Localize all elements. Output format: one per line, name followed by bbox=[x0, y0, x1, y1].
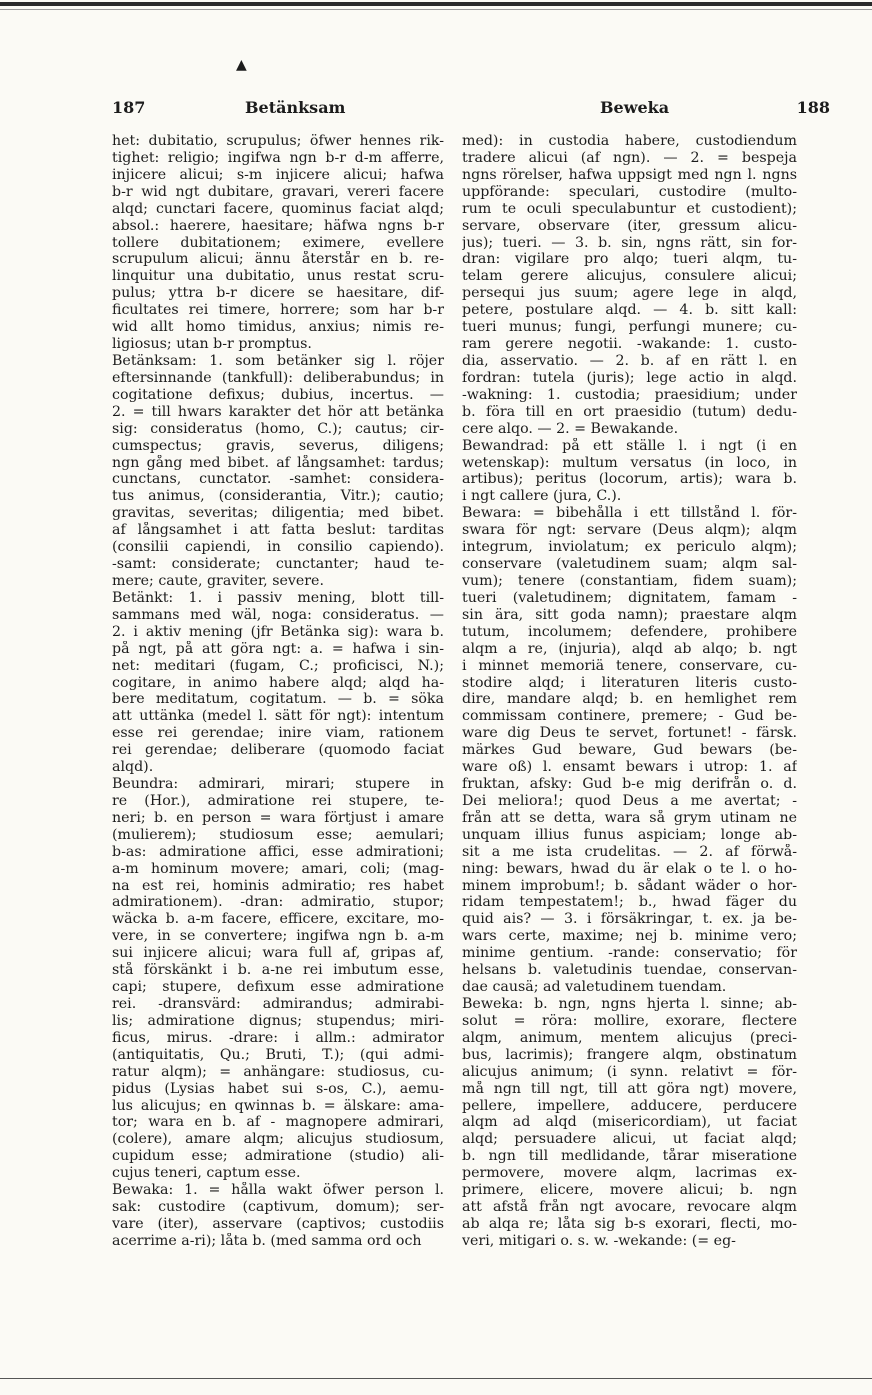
right-column-line: Dei meliora!; quod Deus a me avertat; - bbox=[462, 792, 797, 809]
left-column-line: na est rei, hominis admiratio; res habet bbox=[112, 877, 444, 894]
right-column-line: dae causä; ad valetudinem tuendam. bbox=[462, 979, 727, 996]
right-column-line: dia, asservatio. — 2. b. af en rätt l. en bbox=[462, 352, 797, 369]
right-column-line: cere alqo. — 2. = Bewakande. bbox=[462, 420, 679, 437]
right-column-line: primere, elicere, movere alicui; b. ngn bbox=[462, 1182, 797, 1199]
right-column-line: tueri munus; fungi, perfungi munere; cu- bbox=[462, 319, 797, 336]
left-column-line: sui injicere alicui; wara full af, gripas af, bbox=[112, 945, 444, 962]
left-column-line: neri; b. en person = wara förtjust i amare bbox=[112, 809, 444, 826]
bottom-border bbox=[0, 1378, 872, 1379]
right-column-line: persequi jus suum; agere lege in alqd, bbox=[462, 285, 797, 302]
left-column-line: cujus teneri, captum esse. bbox=[112, 1165, 301, 1182]
right-column-line: må ngn till ngt, till att göra ngt) movere, bbox=[462, 1080, 797, 1097]
left-column-line: 2. i aktiv mening (jfr Betänka sig): wara b. bbox=[112, 623, 444, 640]
right-column-line: commissam continere, premere; - Gud be- bbox=[462, 708, 797, 725]
right-column-line: minem improbum!; b. sådant wäder o hor- bbox=[462, 877, 797, 894]
left-column-line: ligiosus; utan b-r promptus. bbox=[112, 336, 312, 353]
left-column-line: cunctans, cunctator. -samhet: considera- bbox=[112, 471, 444, 488]
right-column-line: ram gerere negotii. -wakande: 1. custo- bbox=[462, 336, 797, 353]
left-column-line: (antiquitatis, Qu.; Bruti, T.); (qui admi- bbox=[112, 1046, 444, 1063]
right-column-line: med): in custodia habere, custodiendum bbox=[462, 133, 797, 149]
left-column-line: esse rei gerendae; inire viam, rationem bbox=[112, 725, 444, 742]
right-column-line: unquam illius funus aspiciam; longe ab- bbox=[462, 826, 797, 843]
left-column-line: injicere alicui; s-m injicere alicui; hafwa bbox=[112, 166, 444, 183]
left-column-line: cogitare, in animo habere alqd; alqd ha- bbox=[112, 674, 444, 691]
left-column-line: Betänksam: 1. som betänker sig l. röjer bbox=[112, 352, 444, 369]
left-column-line: -samt: considerate; cunctanter; haud te- bbox=[112, 556, 444, 573]
right-column-line: helsans b. valetudinis tuendae, conservan- bbox=[462, 962, 797, 979]
headword-right: Beweka bbox=[600, 98, 670, 117]
left-column-line: mere; caute, graviter, severe. bbox=[112, 572, 324, 589]
right-column-line: alqd; persuadere alicui, ut faciat alqd; bbox=[462, 1131, 797, 1148]
right-column-line: conservare (valetudinem suam; alqm sal- bbox=[462, 556, 797, 573]
left-column-line: ficus, mirus. -drare: i allm.: admirator bbox=[112, 1029, 444, 1046]
right-column-line: ware oß) l. ensamt bewars i utrop: 1. af bbox=[462, 759, 797, 776]
right-column-line: b. ngn till medlidande, tårar miseratione bbox=[462, 1148, 797, 1165]
right-column-line: uppförande: speculari, custodire (multo- bbox=[462, 183, 797, 200]
right-column-line: dire, mandare alqd; b. en hemlighet rem bbox=[462, 691, 797, 708]
left-column-line: 2. = till hwars karakter det hör att betänka bbox=[112, 403, 444, 420]
left-column-line: stå förskänkt i b. a-ne rei imbutum esse, bbox=[112, 962, 444, 979]
left-column-line: (colere), amare alqm; alicujus studiosum, bbox=[112, 1131, 444, 1148]
right-column-line: swara för ngt: servare (Deus alqm); alqm bbox=[462, 522, 797, 539]
right-column-line: alqm ad alqd (misericordiam), ut faciat bbox=[462, 1114, 797, 1131]
running-header bbox=[112, 98, 830, 122]
right-column-line: veri, mitigari o. s. w. -wekande: (= eg- bbox=[462, 1232, 736, 1249]
right-column-line: ngns rörelser, hafwa uppsigt med ngn l. ngns bbox=[462, 166, 797, 183]
printer-mark: ▲ bbox=[236, 57, 247, 73]
left-column-line: b-as: admiratione affici, esse admirationi; bbox=[112, 843, 444, 860]
right-column-line: b. föra till en ort praesidio (tutum) dedu- bbox=[462, 403, 797, 420]
left-column-line: lis; admiratione dignus; stupendus; miri- bbox=[112, 1012, 444, 1029]
right-column-line: petere, postulare alqd. — 4. b. sitt kall: bbox=[462, 302, 797, 319]
left-column-line: tighet: religio; ingifwa ngn b-r d-m afferre, bbox=[112, 149, 444, 166]
left-column-line: lus alicujus; en qwinnas b. = älskare: ama- bbox=[112, 1097, 444, 1114]
left-column-line: eftersinnande (tankfull): deliberabundus; in bbox=[112, 369, 444, 386]
left-column-line: wid allt homo timidus, anxius; nimis re- bbox=[112, 319, 444, 336]
page-number-left: 187 bbox=[112, 98, 146, 117]
right-column-line: wars certe, maxime; nej b. minime vero; bbox=[462, 928, 797, 945]
left-column-line: pulus; yttra b-r dicere se haesitare, dif- bbox=[112, 285, 444, 302]
left-column-line: tor; wara en b. af - magnopere admirari, bbox=[112, 1114, 444, 1131]
left-column-line: på ngt, på att göra ngt: a. = hafwa i sin- bbox=[112, 640, 444, 657]
right-column-line: fruktan, afsky: Gud b-e mig derifrån o. d. bbox=[462, 776, 797, 793]
right-column-line: -wakning: 1. custodia; praesidium; under bbox=[462, 386, 797, 403]
right-column-line: ab alqa re; låta sig b-s exorari, flecti, mo- bbox=[462, 1216, 797, 1232]
left-column-line: wäcka b. a-m facere, efficere, excitare, mo- bbox=[112, 911, 444, 928]
left-column-line: capi; stupere, defixum esse admiratione bbox=[112, 979, 444, 996]
right-column-line: i ngt callere (jura, C.). bbox=[462, 488, 622, 505]
right-column-line: rum te oculi speculabuntur et custodient); bbox=[462, 200, 797, 217]
left-column-line: alqd). bbox=[112, 759, 154, 776]
right-column-line: från att se detta, wara så grym utinam ne bbox=[462, 809, 797, 826]
left-column-line: Beundra: admirari, mirari; stupere in bbox=[112, 776, 444, 793]
left-column-line: het: dubitatio, scrupulus; öfwer hennes rik- bbox=[112, 133, 444, 149]
right-column-line: alqm, animum, mentem alicujus (preci- bbox=[462, 1029, 797, 1046]
right-column-line: tueri (valetudinem; dignitatem, famam - bbox=[462, 589, 797, 606]
left-column-line: rei gerendae; deliberare (quomodo faciat bbox=[112, 742, 444, 759]
right-column-line: Bewara: = bibehålla i ett tillstånd l. för- bbox=[462, 505, 797, 522]
right-column-line: pellere, impellere, adducere, perducere bbox=[462, 1097, 797, 1114]
left-column-line: vare (iter), asservare (captivos; custodiis bbox=[112, 1216, 444, 1232]
page-number-right: 188 bbox=[796, 98, 830, 117]
left-column-line: pidus (Lysias habet sui s-os, C.), aemu- bbox=[112, 1080, 444, 1097]
left-column-line: Bewaka: 1. = hålla wakt öfwer person l. bbox=[112, 1182, 444, 1199]
right-column-line: stodire alqd; i literaturen literis custo- bbox=[462, 674, 797, 691]
right-column-line: bus, lacrimis); frangere alqm, obstinatum bbox=[462, 1046, 797, 1063]
right-column-line: wetenskap): multum versatus (in loco, in bbox=[462, 454, 797, 471]
left-column-line: acerrime a-ri); låta b. (med samma ord och bbox=[112, 1232, 422, 1249]
left-column-line: att uttänka (medel l. sätt för ngt): intentum bbox=[112, 708, 444, 725]
left-column-line: b-r wid ngt dubitare, gravari, vereri facere bbox=[112, 183, 444, 200]
left-column-line: alqd; cunctari facere, quominus faciat alqd; bbox=[112, 200, 444, 217]
right-column-line: artibus); peritus (locorum, artis); wara b. bbox=[462, 471, 797, 488]
right-column-line: solut = röra: mollire, exorare, flectere bbox=[462, 1012, 797, 1029]
right-column-line: tradere alicui (af ngn). — 2. = bespeja bbox=[462, 149, 797, 166]
left-column bbox=[112, 133, 444, 1250]
right-column-line: sit a me ista crudelitas. — 2. af förwå- bbox=[462, 843, 797, 860]
left-column-line: gravitas, severitas; diligentia; med bibet. bbox=[112, 505, 444, 522]
left-column-line: sak: custodire (captivum, domum); ser- bbox=[112, 1199, 444, 1216]
right-column-line: telam gerere alicujus, consulere alicui; bbox=[462, 268, 797, 285]
right-column-line: ware dig Deus te servet, fortunet! - färsk. bbox=[462, 725, 797, 742]
right-column-line: servare, observare (iter, gressum alicu- bbox=[462, 217, 797, 234]
right-column-line: ridam tempestatem!; b., hwad fäger du bbox=[462, 894, 797, 911]
left-column-line: scrupulum alicui; ännu återstår en b. re- bbox=[112, 251, 444, 268]
left-column-line: bere meditatum, cogitatum. — b. = söka bbox=[112, 691, 444, 708]
left-column-line: vere, in se convertere; ingifwa ngn b. a-m bbox=[112, 928, 444, 945]
right-column-line: dran: vigilare pro alqo; tueri alqm, tu- bbox=[462, 251, 797, 268]
left-column-line: cupidum esse; admiratione (studio) ali- bbox=[112, 1148, 444, 1165]
right-column-line: ning: bewars, hwad du är elak o te l. o ho- bbox=[462, 860, 797, 877]
right-column-line: sin ära, sitt goda namn); praestare alqm bbox=[462, 606, 797, 623]
right-column-line: fordran: tutela (juris); lege actio in alqd. bbox=[462, 369, 797, 386]
left-column-line: af långsamhet i att fatta beslut: tarditas bbox=[112, 522, 444, 539]
left-column-line: sammans med wäl, noga: consideratus. — bbox=[112, 606, 444, 623]
left-column-line: a-m hominum movere; amari, coli; (mag- bbox=[112, 860, 444, 877]
left-column-line: linquitur una dubitatio, unus restat scru- bbox=[112, 268, 444, 285]
left-column-line: tus animus, (considerantia, Vitr.); cautio; bbox=[112, 488, 444, 505]
right-column-line: permovere, movere alqm, lacrimas ex- bbox=[462, 1165, 797, 1182]
left-column-line: tollere dubitationem; eximere, evellere bbox=[112, 234, 444, 251]
top-border-thin bbox=[0, 9, 872, 10]
left-column-line: net: meditari (fugam, C.; proficisci, N.); bbox=[112, 657, 444, 674]
right-column-line: Beweka: b. ngn, ngns hjerta l. sinne; ab- bbox=[462, 996, 797, 1013]
left-column-line: ratur alqm); = anhängare: studiosus, cu- bbox=[112, 1063, 444, 1080]
left-column-line: sig: consideratus (homo, C.); cautus; cir- bbox=[112, 420, 444, 437]
right-column-line: jus); tueri. — 3. b. sin, ngns rätt, sin for- bbox=[462, 234, 797, 251]
left-column-line: cogitatione defixus; dubius, incertus. — bbox=[112, 386, 444, 403]
right-column-line: alicujus animum; (i synn. relativt = för- bbox=[462, 1063, 797, 1080]
right-column-line: Bewandrad: på ett ställe l. i ngt (i en bbox=[462, 437, 797, 454]
right-column-line: tutum, incolumem; defendere, prohibere bbox=[462, 623, 797, 640]
left-column-line: re (Hor.), admiratione rei stupere, te- bbox=[112, 792, 444, 809]
right-column-line: quid ais? — 3. i försäkringar, t. ex. ja be- bbox=[462, 911, 797, 928]
right-column-line: märkes Gud beware, Gud bewars (be- bbox=[462, 742, 797, 759]
left-column-line: absol.: haerere, haesitare; häfwa ngns b-r bbox=[112, 217, 444, 234]
right-column-line: alqm a re, (injuria), alqd ab alqo; b. ngt bbox=[462, 640, 797, 657]
top-border bbox=[0, 2, 872, 6]
right-column-line: integrum, inviolatum; ex periculo alqm); bbox=[462, 539, 797, 556]
left-column-line: (consilii capiendi, in consilio capiendo). bbox=[112, 539, 444, 556]
left-column-line: ngn gång med bibet. af långsamhet: tardus; bbox=[112, 454, 444, 471]
left-column-line: cumspectus; gravis, severus, diligens; bbox=[112, 437, 444, 454]
left-column-line: Betänkt: 1. i passiv mening, blott till- bbox=[112, 589, 444, 606]
left-column-line: (mulierem); studiosum esse; aemulari; bbox=[112, 826, 444, 843]
left-column-line: admirationem). -dran: admiratio, stupor; bbox=[112, 894, 444, 911]
headword-left: Betänksam bbox=[245, 98, 346, 117]
right-column-line: vum); tenere (constantiam, fidem suam); bbox=[462, 572, 797, 589]
right-column bbox=[462, 133, 797, 1250]
left-column-line: ficultates rei timere, horrere; som har b-r bbox=[112, 302, 444, 319]
right-column-line: minime gentium. -rande: conservatio; för bbox=[462, 945, 797, 962]
right-column-line: i minnet memoriä tenere, conservare, cu- bbox=[462, 657, 797, 674]
right-column-line: att afstå från ngt avocare, revocare alqm bbox=[462, 1199, 797, 1216]
left-column-line: rei. -dransvärd: admirandus; admirabi- bbox=[112, 996, 444, 1013]
